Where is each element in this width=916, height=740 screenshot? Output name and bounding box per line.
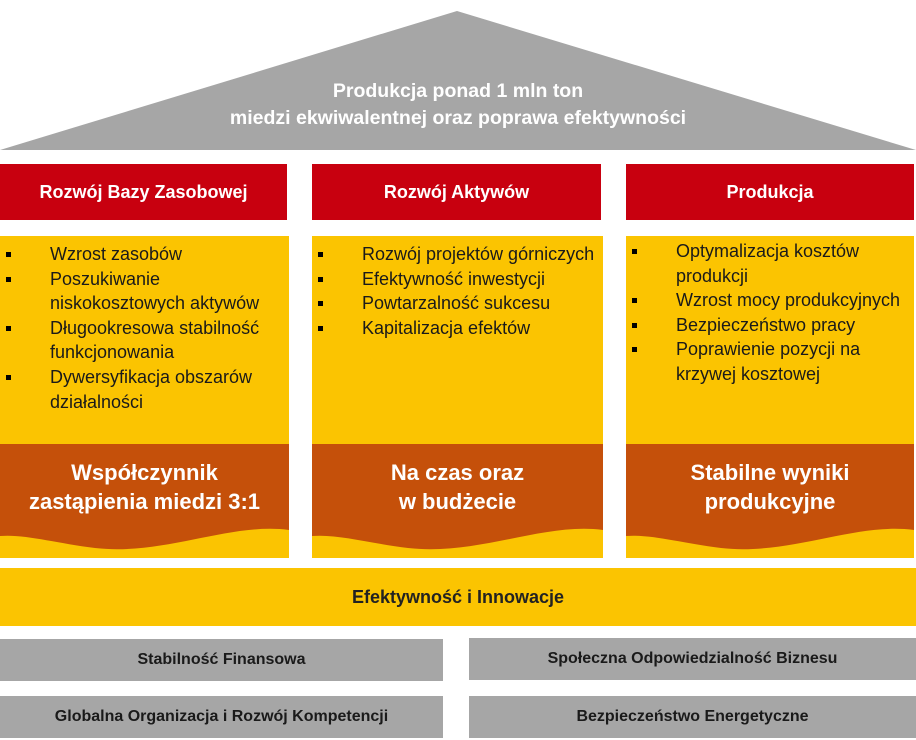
bullet-square-icon [318,252,323,257]
roof-title-line2: miedzi ekwiwalentnej oraz poprawa efektywności [229,107,687,129]
bullet-square-icon [6,252,11,257]
foundation-financial-stability: Stabilność Finansowa [0,639,443,681]
bullet-square-icon [318,277,323,282]
list-item: Wzrost mocy produkcyjnych [626,288,914,313]
pillar-production [626,236,914,558]
bullet-square-icon [632,298,637,303]
list-item: Powtarzalność sukcesu [312,291,603,316]
foundation-csr: Społeczna Odpowiedzialność Biznesu [469,638,916,680]
bullet-square-icon [318,326,323,331]
roof-title [0,78,916,132]
bullet-square-icon [632,323,637,328]
outcome-resources: Współczynnik zastąpienia miedzi 3:1 [28,460,261,514]
outcome-production: Stabilne wyniki produkcyjne [690,460,850,514]
list-item: Poszukiwanie niskokosztowych aktywów [0,267,289,316]
pillar-header-resources: Rozwój Bazy Zasobowej [0,164,287,220]
list-item: Wzrost zasobów [0,242,289,267]
list-item: Długookresowa stabilność funkcjonowania [0,316,289,365]
list-item: Kapitalizacja efektów [312,316,603,341]
bullet-square-icon [318,301,323,306]
bullet-square-icon [6,375,11,380]
outcome-assets: Na czas oraz w budżecie [390,460,525,514]
pillar-header-assets: Rozwój Aktywów [312,164,601,220]
bullet-list [0,242,289,414]
list-item: Poprawienie pozycji na krzywej kosztowej [626,337,914,386]
list-item: Efektywność inwestycji [312,267,603,292]
list-item: Bezpieczeństwo pracy [626,313,914,338]
roof-title-line1: Produkcja ponad 1 mln ton [332,80,584,102]
list-item: Rozwój projektów górniczych [312,242,603,267]
bullet-square-icon [632,347,637,352]
foundation-global-organization: Globalna Organizacja i Rozwój Kompetencji [0,696,443,738]
foundation-energy-security: Bezpieczeństwo Energetyczne [469,696,916,738]
bullet-square-icon [632,249,637,254]
pillar-resources [0,236,289,558]
bullet-square-icon [6,277,11,282]
bullet-list [312,242,603,340]
pillar-header-production: Produkcja [626,164,914,220]
list-item: Optymalizacja kosztów produkcji [626,239,914,288]
bullet-list [626,239,914,387]
efficiency-innovation-beam: Efektywność i Innowacje [0,568,916,626]
list-item: Dywersyfikacja obszarów działalności [0,365,289,414]
bullet-square-icon [6,326,11,331]
pillar-assets [312,236,603,558]
